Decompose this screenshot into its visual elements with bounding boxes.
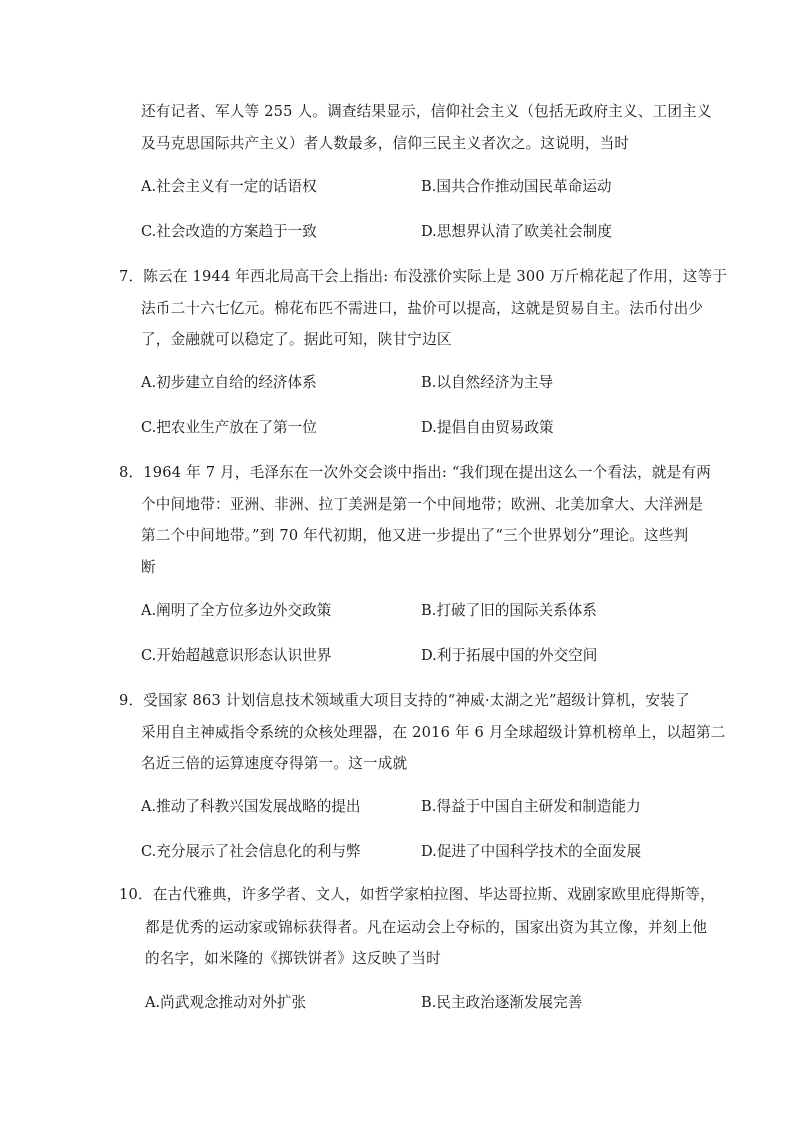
q8-option-c: C.开始超越意识形态认识世界 xyxy=(141,647,332,664)
q7-line-2: 法币二十六七亿元。棉花布匹不需进口，盐价可以提高，这就是贸易自主。法币付出少 xyxy=(141,300,704,317)
q10-option-a: A.尚武观念推动对外扩张 xyxy=(145,994,307,1011)
q9-line-3: 名近三倍的运算速度夺得第一。这一成就 xyxy=(141,755,408,772)
q8-option-a: A.阐明了全方位多边外交政策 xyxy=(141,602,332,619)
q8-option-d: D.利于拓展中国的外交空间 xyxy=(421,647,598,664)
q8-line-3: 第二个中间地带。”到 70 年代初期，他又进一步提出了“三个世界划分”理论。这些判 xyxy=(141,527,689,544)
q6-option-c: C.社会改造的方案趋于一致 xyxy=(141,223,317,240)
q10-line-2: 都是优秀的运动家或锦标获得者。凡在运动会上夺标的，国家出资为其立像，并刻上他 xyxy=(145,919,708,936)
q10-line-1: 10．在古代雅典，许多学者、文人，如哲学家柏拉图、毕达哥拉斯、戏剧家欧里庇得斯等， xyxy=(119,886,715,903)
q7-option-b: B.以自然经济为主导 xyxy=(421,374,554,391)
q7-option-c: C.把农业生产放在了第一位 xyxy=(141,419,317,436)
q7-option-a: A.初步建立自给的经济体系 xyxy=(141,374,317,391)
q7-line-1: 7．陈云在 1944 年西北局高干会上指出: 布没涨价实际上是 300 万斤棉花起了作用，这等于 xyxy=(119,268,728,285)
q10-line-3: 的名字，如米隆的《掷铁饼者》这反映了当时 xyxy=(145,950,441,967)
q8-option-b: B.打破了旧的国际关系体系 xyxy=(421,602,597,619)
q8-line-2: 个中间地带：亚洲、非洲、拉丁美洲是第一个中间地带；欧洲、北美加拿大、大洋洲是 xyxy=(141,496,704,513)
q7-line-3: 了，金融就可以稳定了。据此可知，陕甘宁边区 xyxy=(141,331,452,348)
q6-option-b: B.国共合作推动国民革命运动 xyxy=(421,178,612,195)
q6-option-d: D.思想界认清了欧美社会制度 xyxy=(421,223,612,240)
intro-line-1: 还有记者、军人等 255 人。调查结果显示，信仰社会主义（包括无政府主义、工团主义 xyxy=(141,103,712,120)
q9-line-1: 9．受国家 863 计划信息技术领域重大项目支持的“神威·太湖之光”超级计算机，安装了 xyxy=(119,692,690,709)
intro-line-2: 及马克思国际共产主义）者人数最多，信仰三民主义者次之。这说明，当时 xyxy=(141,135,630,152)
q9-option-a: A.推动了科教兴国发展战略的提出 xyxy=(141,798,361,815)
q9-option-b: B.得益于中国自主研发和制造能力 xyxy=(421,798,641,815)
q9-line-2: 采用自主神威指令系统的众核处理器，在 2016 年 6 月全球超级计算机榜单上，以超第二 xyxy=(141,724,726,741)
q9-option-c: C.充分展示了社会信息化的利与弊 xyxy=(141,843,361,860)
q10-option-b: B.民主政治逐渐发展完善 xyxy=(421,994,583,1011)
q8-line-4: 断 xyxy=(141,559,156,576)
q8-line-1: 8．1964 年 7 月，毛泽东在一次外交会谈中指出: “我们现在提出这么一个看法，就是有两 xyxy=(119,464,712,481)
q9-option-d: D.促进了中国科学技术的全面发展 xyxy=(421,843,642,860)
q6-option-a: A.社会主义有一定的话语权 xyxy=(141,178,317,195)
q7-option-d: D.提倡自由贸易政策 xyxy=(421,419,554,436)
